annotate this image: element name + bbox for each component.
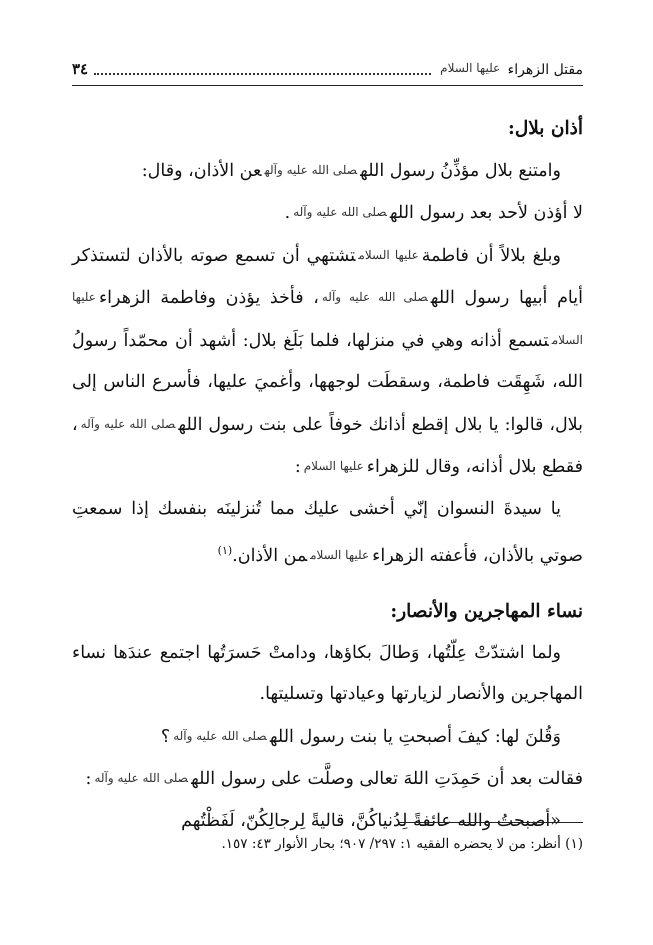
paragraph: وامتنع بلال مؤذِّنُ رسول اللهصلى الله عليه وآلهعن الأذان، وقال: (141, 160, 561, 181)
paragraph: ولما اشتدّتْ عِلّتُها، وَطالَ بكاؤها، ودامتْ حَسرَتُها اجتمع عندَها نساء المهاجرين والأنصار لزيارتها وعيادتها وتسليتها. (72, 642, 583, 705)
paragraph: لا أؤذن لأحد بعد رسول اللهصلى الله عليه وآله. (284, 203, 583, 223)
paragraph: «أصبحتُ والله عائفةً لِدُنياكُنَّ، قاليةً لِرجالِكُنّ، لَفَظْتُهم (181, 810, 561, 831)
running-header (72, 56, 583, 82)
footnote-reference[interactable]: (١) (217, 544, 233, 557)
paragraph: يا سيدةَ النسوان إنّي أخشى عليك مما تُنزلينَه بنفسك إذا سمعتِ صوتي بالأذان، فأعفته الزهراءعليها السلاممن الأذان.$^{(١)}$ (72, 498, 583, 566)
page-number: ٣٤ (72, 60, 89, 78)
footnote-divider (398, 822, 583, 823)
salawat-mark: عليها السلام (310, 547, 370, 562)
salawat-mark: عليها السلام (303, 459, 364, 473)
header-divider (72, 85, 583, 86)
paragraph: فقالت بعد أن حَمِدَتِ اللهَ تعالى وصلَّت على رسول اللهصلى الله عليه وآله: (85, 769, 583, 790)
salawat-mark: عليها السلام (72, 290, 583, 347)
header-honorific: عليها السلام (440, 60, 501, 75)
footnote: (١) أنظر: من لا يحضره الفقيه ١: ٢٩٧/ ٩٠٧؛ بحار الأنوار ٤٣: ١٥٧. (221, 836, 583, 852)
header-dot-leader (94, 63, 431, 75)
main-text (72, 108, 583, 842)
header-title: مقتل الزهراء عليها السلام (440, 60, 583, 78)
salawat-mark: صلى الله عليه وآله (173, 728, 267, 743)
salawat-mark: صلى الله عليه وآله (293, 205, 387, 219)
paragraph: وَقُلنَ لها: كيفَ أصبحتِ يا بنت رسول اللهصلى الله عليه وآله؟ (160, 726, 561, 747)
paragraph: وبلغ بلالاً أن فاطمةعليها السلامتشتهي أن تسمع صوته بالأذان لتستذكر أيام أبيها رسول اللهصلى الله عليه وآله، فأخذ يؤذن وفاطمة الزهراءعليها السلامتسمع أذانه وهي في منزلها، فلما بَلَغ بلال: أشهد أن محمّداً رسولُ الله، شَهِقَت فاطمة، وسقطَت لوجهها، وأغميَ عليها، فأسرع الناس إلى بلال، قالوا: يا بلال إقطع أذانك خوفاً على بنت رسول اللهصلى الله عليه وآله، فقطع بلال أذانه، وقال للزهراءعليها السلام: (72, 245, 583, 477)
salawat-mark: صلى الله عليه وآله (321, 290, 428, 304)
salawat-mark: صلى الله عليه وآله (80, 416, 176, 431)
salawat-mark: صلى الله عليه وآله (94, 771, 189, 786)
salawat-mark: صلى الله عليه وآله (264, 162, 358, 177)
section-heading-adhan: أذان بلال: (507, 118, 583, 139)
salawat-mark: عليها السلام (358, 247, 419, 262)
section-heading-women: نساء المهاجرين والأنصار: (390, 601, 583, 623)
